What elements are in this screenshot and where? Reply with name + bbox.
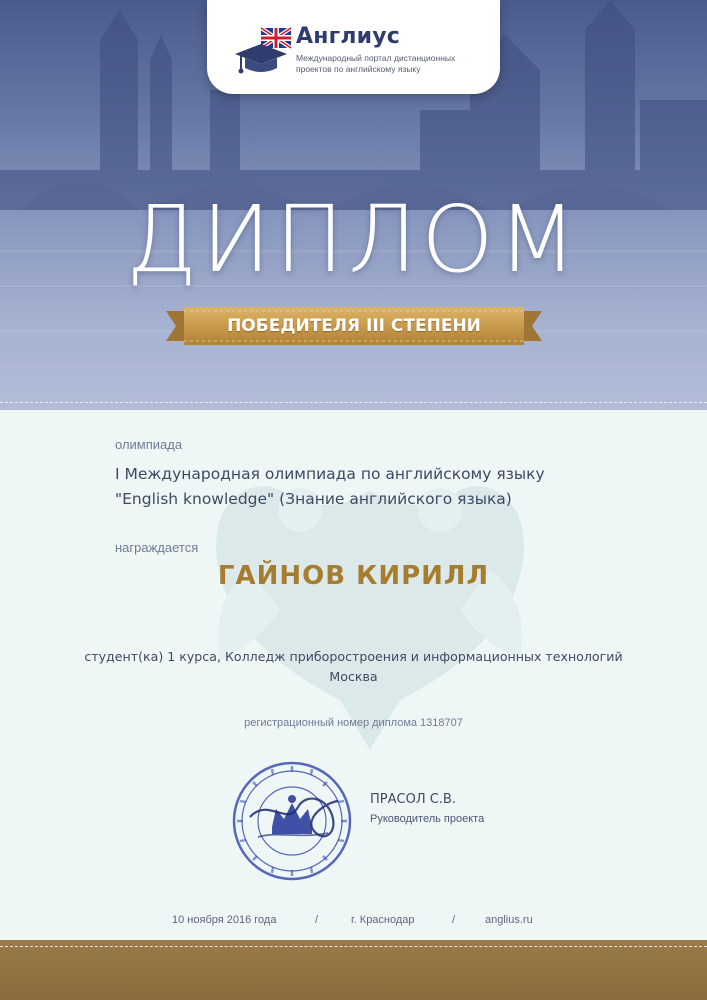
brand-tagline-line1: Международный портал дистанционных [296,53,456,63]
brand-name: Англиус [296,24,401,49]
olympiad-title [115,462,635,512]
issue-date: 10 ноября 2016 года [172,914,277,926]
olympiad-title-line1: I Международная олимпиада по английскому языку [115,465,545,483]
logo-card [207,0,500,94]
footer-stitch-line [0,946,707,947]
website: anglius.ru [485,914,533,926]
footer-separator: / [315,914,319,926]
signatory-role: Руководитель проекта [370,813,485,825]
footer-band [0,940,707,1000]
brand-tagline [296,53,492,74]
round-seal-stamp [228,757,356,885]
student-details: студент(ка) 1 курса, Колледж приборостроения и информационных технологий [84,649,623,664]
awarded-label: награждается [115,540,199,555]
registration-number: регистрационный номер диплома 1318707 [244,717,463,729]
student-city: Москва [329,669,378,684]
issue-city: г. Краснодар [351,914,415,926]
footer-info [0,914,707,932]
diploma-title: ДИПЛОМ [125,186,582,293]
graduation-cap-icon [233,24,293,78]
olympiad-label: олимпиада [115,437,183,452]
rank-ribbon-text: ПОБЕДИТЕЛЯ III СТЕПЕНИ [227,316,481,336]
winner-name: ГАЙНОВ КИРИЛЛ [217,561,490,591]
header-stitch-line [0,402,707,403]
olympiad-title-line2: "English knowledge" (Знание английского языка) [115,490,512,508]
footer-separator: / [452,914,456,926]
brand-tagline-line2: проектов по английскому языку [296,63,421,74]
signatory-name: ПРАСОЛ С.В. [370,792,456,807]
uk-flag-icon [261,28,291,48]
